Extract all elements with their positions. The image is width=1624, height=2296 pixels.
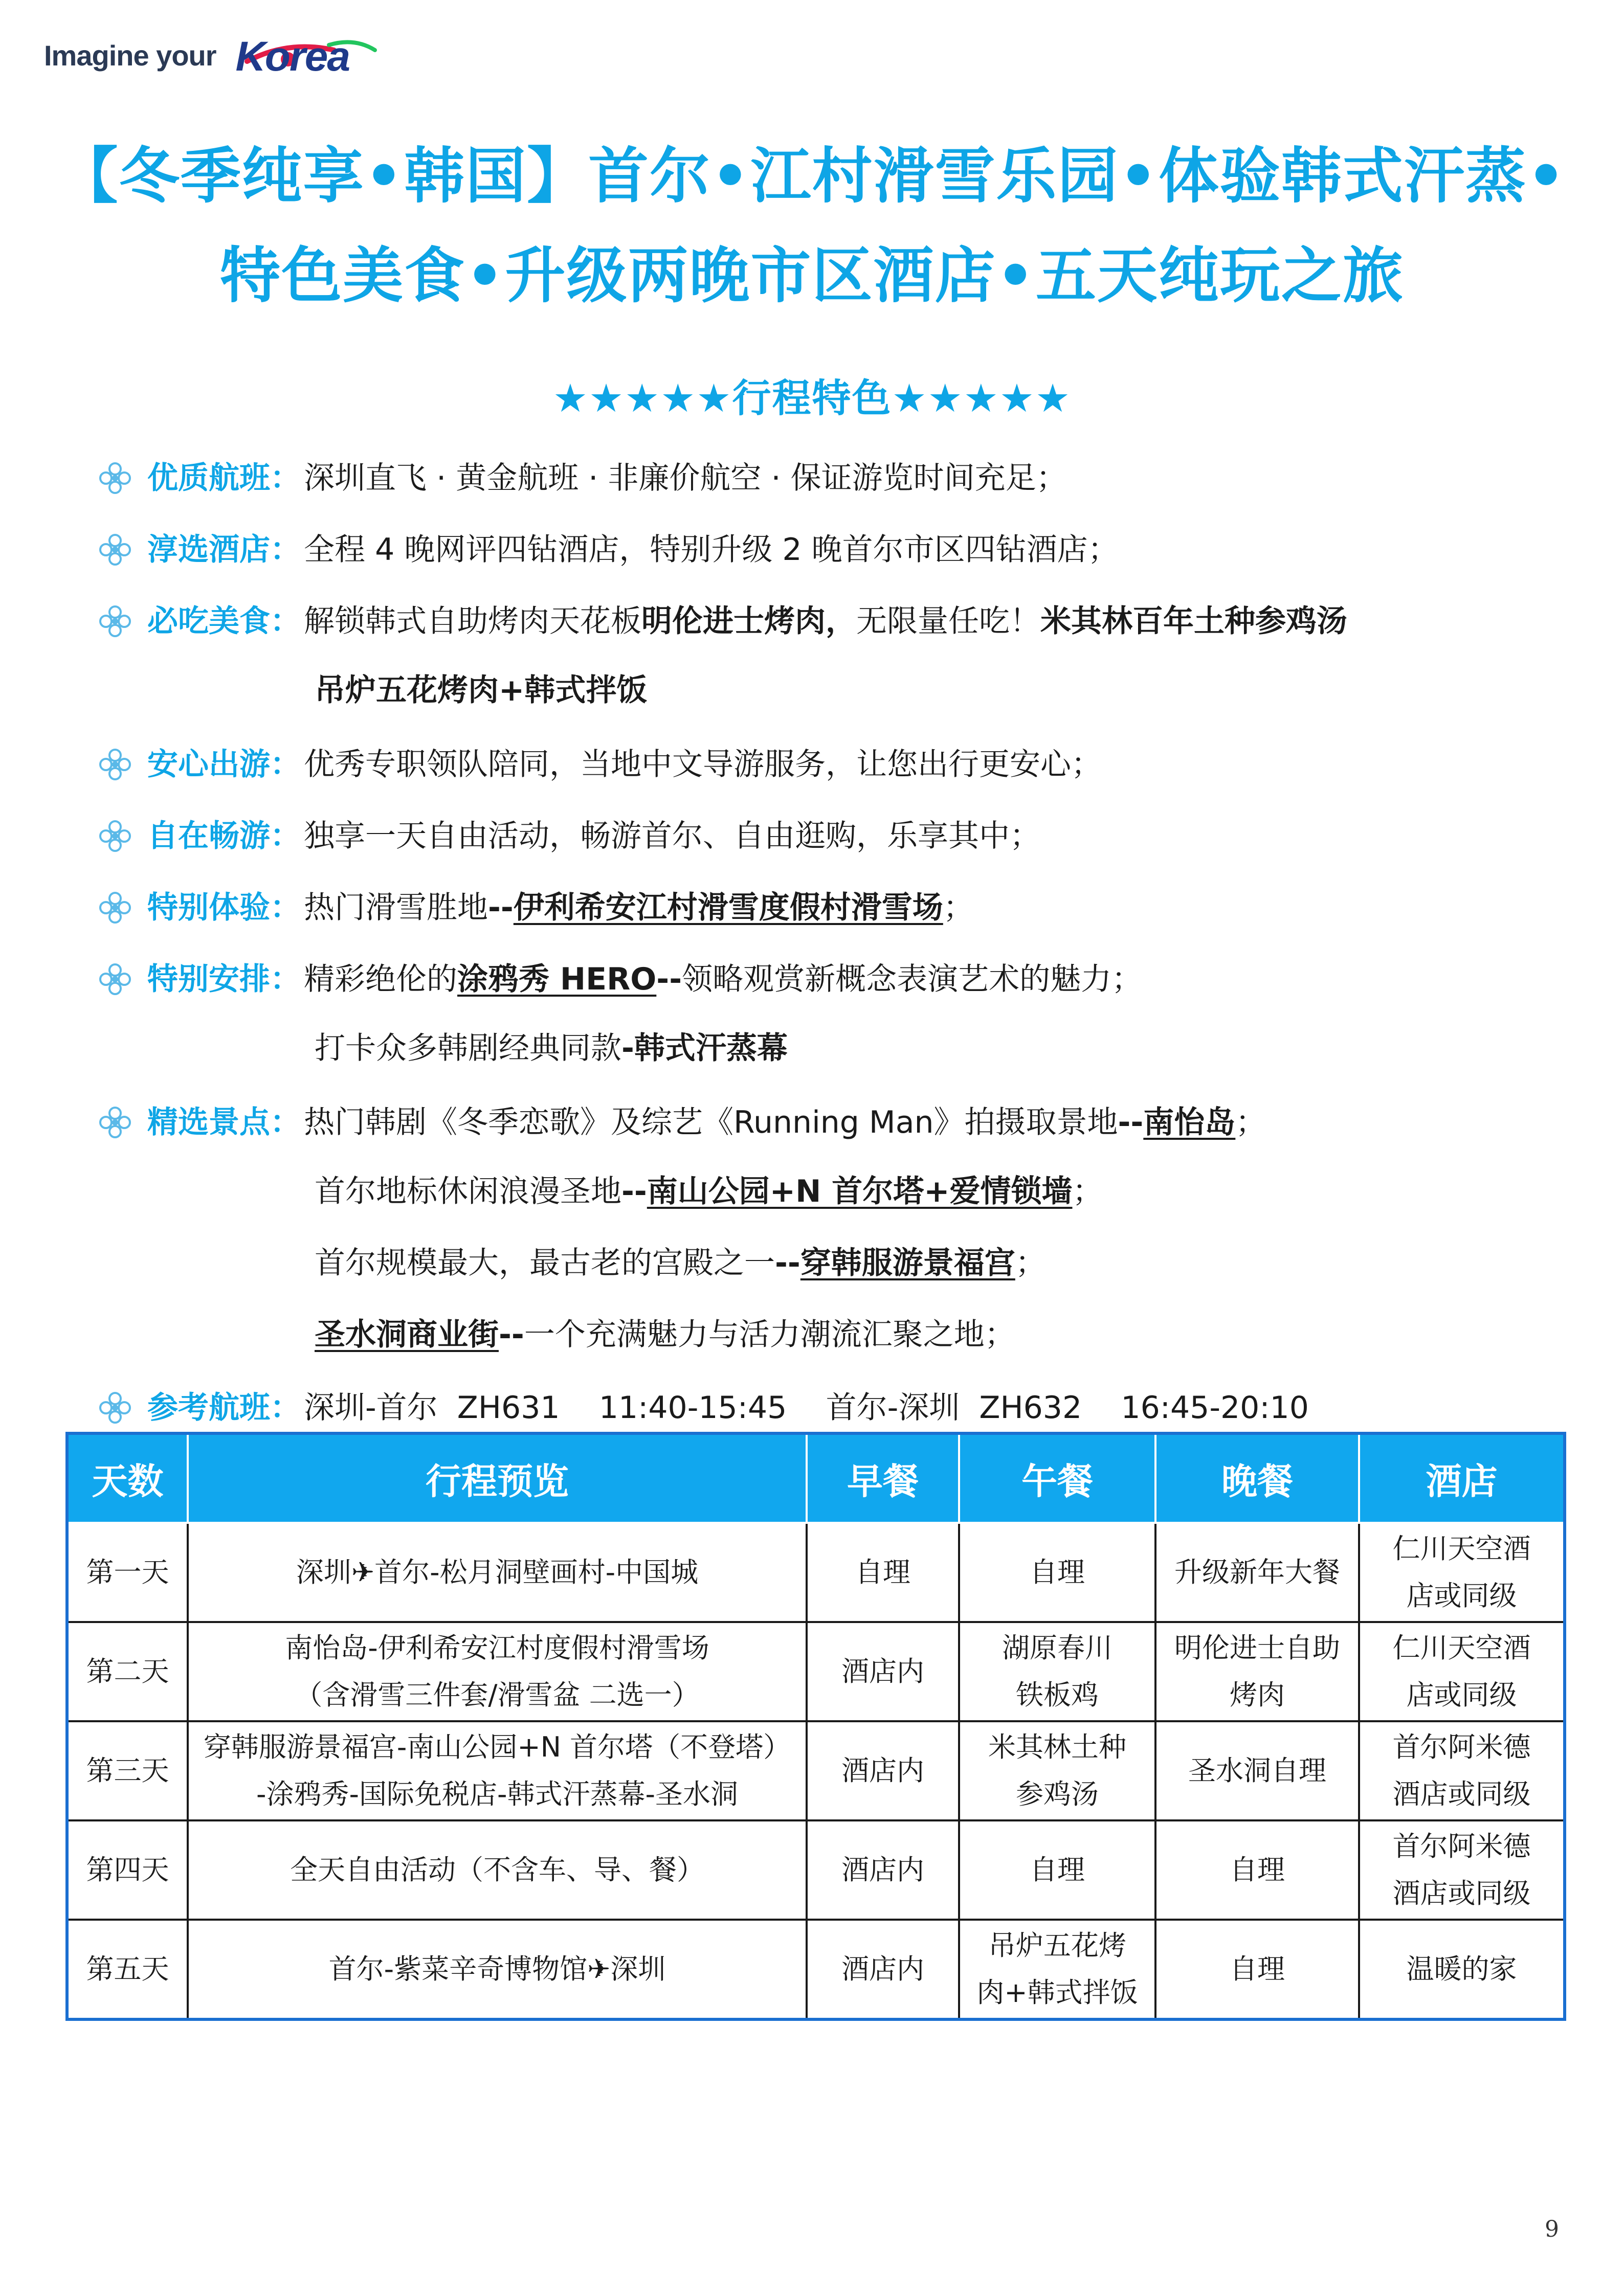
feature-label: 自在畅游	[147, 818, 270, 854]
route-cell	[188, 1523, 807, 1622]
feature-food-continued: 吊炉五花烤肉+韩式拌饭	[315, 672, 648, 708]
feature-separator: ：	[270, 747, 301, 782]
cell-line: 首尔阿米德	[1392, 1830, 1531, 1863]
feature-flight	[97, 460, 1067, 496]
hotel-cell	[1359, 1820, 1565, 1920]
lunch-cell	[959, 1721, 1155, 1820]
hotel-cell	[1359, 1622, 1565, 1721]
breakfast-cell	[807, 1622, 959, 1721]
dinner-cell	[1155, 1523, 1359, 1622]
feature-underlined: 穿韩服游景福宫	[800, 1245, 1015, 1281]
feature-underlined: 圣水洞商业街	[315, 1317, 499, 1353]
feature-dash: --	[775, 1245, 800, 1281]
breakfast-cell	[807, 1920, 959, 2019]
dinner-cell	[1155, 1721, 1359, 1820]
feature-text: ；	[943, 890, 974, 926]
day-cell: 第四天	[67, 1820, 188, 1920]
feature-spots	[97, 1105, 1266, 1140]
cell-line: 参鸡汤	[1016, 1778, 1099, 1810]
feature-separator: ：	[270, 603, 301, 639]
feature-spots-line-3	[315, 1245, 1046, 1281]
cell-line: 首尔-紫菜辛奇博物馆✈深圳	[328, 1953, 666, 1986]
table-row	[67, 1721, 1565, 1820]
table-row	[67, 1622, 1565, 1721]
lunch-cell	[959, 1920, 1155, 2019]
cell-line: 自理	[1030, 1854, 1085, 1886]
cell-line: 首尔阿米德	[1392, 1731, 1531, 1764]
feature-separator: ：	[270, 460, 301, 496]
page-title-line-2: 特色美食•升级两晚市区酒店•五天纯玩之旅	[220, 240, 1404, 311]
page-title-line-1: 【冬季纯享•韩国】首尔•江村滑雪乐园•体验韩式汗蒸•	[57, 141, 1567, 211]
cell-line: 自理	[1230, 1854, 1285, 1886]
feature-separator: ：	[270, 890, 301, 926]
feature-text: 无限量任吃！	[856, 603, 1040, 639]
feature-label: 参考航班	[147, 1390, 270, 1426]
feature-dash: --	[499, 1317, 524, 1353]
feature-text: ；	[1015, 1245, 1046, 1281]
feature-highlight: -韩式汗蒸幕	[621, 1030, 788, 1066]
itinerary-table	[65, 1432, 1566, 2021]
cell-line: 酒店内	[841, 1754, 924, 1787]
feature-safe	[97, 747, 1102, 782]
feature-text: 首尔地标休闲浪漫圣地	[315, 1174, 621, 1209]
breakfast-cell	[807, 1523, 959, 1622]
table-row	[67, 1523, 1565, 1622]
breakfast-cell	[807, 1721, 959, 1820]
feature-separator: ：	[270, 961, 301, 997]
feature-underlined: 南山公园+N 首尔塔+爱情锁墙	[647, 1174, 1073, 1209]
day-cell: 第二天	[67, 1622, 188, 1721]
feature-label: 优质航班	[147, 460, 270, 496]
snowflake-flower-icon	[97, 532, 133, 568]
feature-dash: --	[488, 890, 514, 926]
cell-line: 仁川天空酒	[1392, 1533, 1531, 1565]
feature-reference-flight	[97, 1390, 1309, 1426]
feature-separator: ：	[270, 818, 301, 854]
logo-korea-mark	[227, 30, 380, 81]
cell-line: 圣水洞自理	[1188, 1754, 1326, 1787]
feature-food	[97, 603, 1347, 639]
feature-label: 安心出游	[147, 747, 270, 782]
cell-line: 店或同级	[1406, 1679, 1517, 1711]
feature-dash: --	[621, 1174, 647, 1209]
feature-spots-line-4	[315, 1317, 1015, 1353]
lunch-cell	[959, 1820, 1155, 1920]
snowflake-flower-icon	[97, 890, 133, 926]
cell-line: 酒店或同级	[1392, 1778, 1531, 1810]
cell-line: 铁板鸡	[1016, 1679, 1099, 1711]
cell-line: 米其林土种	[988, 1731, 1126, 1764]
feature-text: 热门滑雪胜地	[304, 890, 488, 926]
feature-label: 淳选酒店	[147, 532, 270, 568]
feature-text: 深圳-首尔 ZH631 11:40-15:45 首尔-深圳 ZH632 16:45-20:10	[304, 1390, 1309, 1426]
cell-line: -涂鸦秀-国际免税店-韩式汗蒸幕-圣水洞	[256, 1778, 738, 1810]
feature-special-arrangement-continued	[315, 1030, 788, 1066]
snowflake-flower-icon	[97, 961, 133, 997]
snowflake-flower-icon	[97, 460, 133, 496]
route-cell	[188, 1820, 807, 1920]
column-header: 早餐	[807, 1433, 959, 1523]
cell-line: 酒店或同级	[1392, 1877, 1531, 1909]
cell-line: 自理	[1230, 1953, 1285, 1986]
feature-label: 特别安排	[147, 961, 270, 997]
day-cell: 第一天	[67, 1523, 188, 1622]
table-row	[67, 1920, 1565, 2019]
table-header-row	[67, 1433, 1565, 1523]
column-header: 天数	[67, 1433, 188, 1523]
dinner-cell	[1155, 1622, 1359, 1721]
feature-highlight: 明伦进士烤肉，	[641, 603, 856, 639]
cell-line: 烤肉	[1230, 1679, 1285, 1711]
route-cell	[188, 1622, 807, 1721]
feature-special-experience	[97, 890, 974, 926]
route-cell	[188, 1920, 807, 2019]
feature-text: 解锁韩式自助烤肉天花板	[304, 603, 641, 639]
cell-line: 升级新年大餐	[1174, 1556, 1340, 1589]
cell-line: 肉+韩式拌饭	[976, 1976, 1138, 2009]
feature-underlined: 涂鸦秀 HERO	[457, 961, 657, 997]
cell-line: 穿韩服游景福宫-南山公园+N 首尔塔（不登塔）	[203, 1731, 791, 1764]
feature-dash: --	[1118, 1105, 1144, 1140]
hotel-cell	[1359, 1721, 1565, 1820]
cell-line: 酒店内	[841, 1655, 924, 1688]
cell-line: 酒店内	[841, 1953, 924, 1986]
feature-text: 精彩绝伦的	[304, 961, 457, 997]
feature-spots-line-2	[315, 1176, 1103, 1207]
cell-line: 南怡岛-伊利希安江村度假村滑雪场	[285, 1632, 709, 1664]
snowflake-flower-icon	[97, 1105, 133, 1140]
feature-text: ；	[1235, 1105, 1266, 1140]
feature-highlight: 米其林百年土种参鸡汤	[1040, 603, 1347, 639]
feature-separator: ：	[270, 1390, 301, 1426]
cell-line: 湖原春川	[1002, 1632, 1113, 1664]
feature-text: 全程 4 晚网评四钻酒店，特别升级 2 晚首尔市区四钻酒店；	[304, 532, 1119, 568]
cell-line: 全天自由活动（不含车、导、餐）	[290, 1854, 704, 1886]
cell-line: 深圳✈首尔-松月洞壁画村-中国城	[296, 1556, 699, 1589]
cell-line: 酒店内	[841, 1854, 924, 1886]
cell-line: 自理	[855, 1556, 910, 1589]
feature-text: 独享一天自由活动，畅游首尔、自由逛购，乐享其中；	[304, 818, 1040, 854]
day-cell: 第三天	[67, 1721, 188, 1820]
feature-hotel	[97, 532, 1119, 568]
route-cell	[188, 1721, 807, 1820]
cell-line: 明伦进士自助	[1174, 1632, 1340, 1664]
feature-text: 一个充满魅力与活力潮流汇聚之地；	[524, 1317, 1015, 1353]
cell-line: 吊炉五花烤	[988, 1929, 1126, 1962]
cell-line: 自理	[1030, 1556, 1085, 1589]
logo-prefix: Imagine your	[44, 39, 216, 72]
feature-text: 打卡众多韩剧经典同款	[315, 1030, 621, 1066]
column-header: 酒店	[1359, 1433, 1565, 1523]
lunch-cell	[959, 1523, 1155, 1622]
feature-text: 领略观赏新概念表演艺术的魅力；	[682, 961, 1143, 997]
section-heading: ★★★★★行程特色★★★★★	[552, 375, 1072, 421]
column-header: 行程预览	[188, 1433, 807, 1523]
cell-line: 温暖的家	[1406, 1953, 1517, 1986]
feature-text: 深圳直飞 · 黄金航班 · 非廉价航空 · 保证游览时间充足；	[304, 460, 1067, 496]
lunch-cell	[959, 1622, 1155, 1721]
column-header: 晚餐	[1155, 1433, 1359, 1523]
feature-separator: ：	[270, 1105, 301, 1140]
feature-label: 特别体验	[147, 890, 270, 926]
dinner-cell	[1155, 1820, 1359, 1920]
feature-special-arrangement	[97, 961, 1142, 997]
snowflake-flower-icon	[97, 747, 133, 782]
feature-label: 精选景点	[147, 1105, 270, 1140]
table-row	[67, 1820, 1565, 1920]
feature-text: ；	[1072, 1174, 1103, 1209]
breakfast-cell	[807, 1820, 959, 1920]
column-header: 午餐	[959, 1433, 1155, 1523]
snowflake-flower-icon	[97, 1390, 133, 1426]
snowflake-flower-icon	[97, 818, 133, 854]
feature-text: 首尔规模最大，最古老的宫殿之一	[315, 1245, 775, 1281]
cell-line: 仁川天空酒	[1392, 1632, 1531, 1664]
logo-word: Korea	[235, 33, 349, 80]
feature-underlined: 南怡岛	[1143, 1105, 1236, 1140]
feature-dash: --	[656, 961, 682, 997]
page-number: 9	[1545, 2216, 1559, 2242]
feature-text: 热门韩剧《冬季恋歌》及综艺《Running Man》拍摄取景地	[304, 1105, 1118, 1140]
snowflake-flower-icon	[97, 603, 133, 639]
hotel-cell	[1359, 1920, 1565, 2019]
feature-label: 必吃美食	[147, 603, 270, 639]
cell-line: 店或同级	[1406, 1580, 1517, 1612]
brand-logo	[44, 30, 380, 81]
cell-line: （含滑雪三件套/滑雪盆 二选一）	[295, 1679, 700, 1711]
feature-text: 优秀专职领队陪同，当地中文导游服务，让您出行更安心；	[304, 747, 1102, 782]
feature-free	[97, 818, 1040, 854]
dinner-cell	[1155, 1920, 1359, 2019]
feature-underlined: 伊利希安江村滑雪度假村滑雪场	[513, 890, 943, 926]
hotel-cell	[1359, 1523, 1565, 1622]
feature-separator: ：	[270, 532, 301, 568]
day-cell: 第五天	[67, 1920, 188, 2019]
